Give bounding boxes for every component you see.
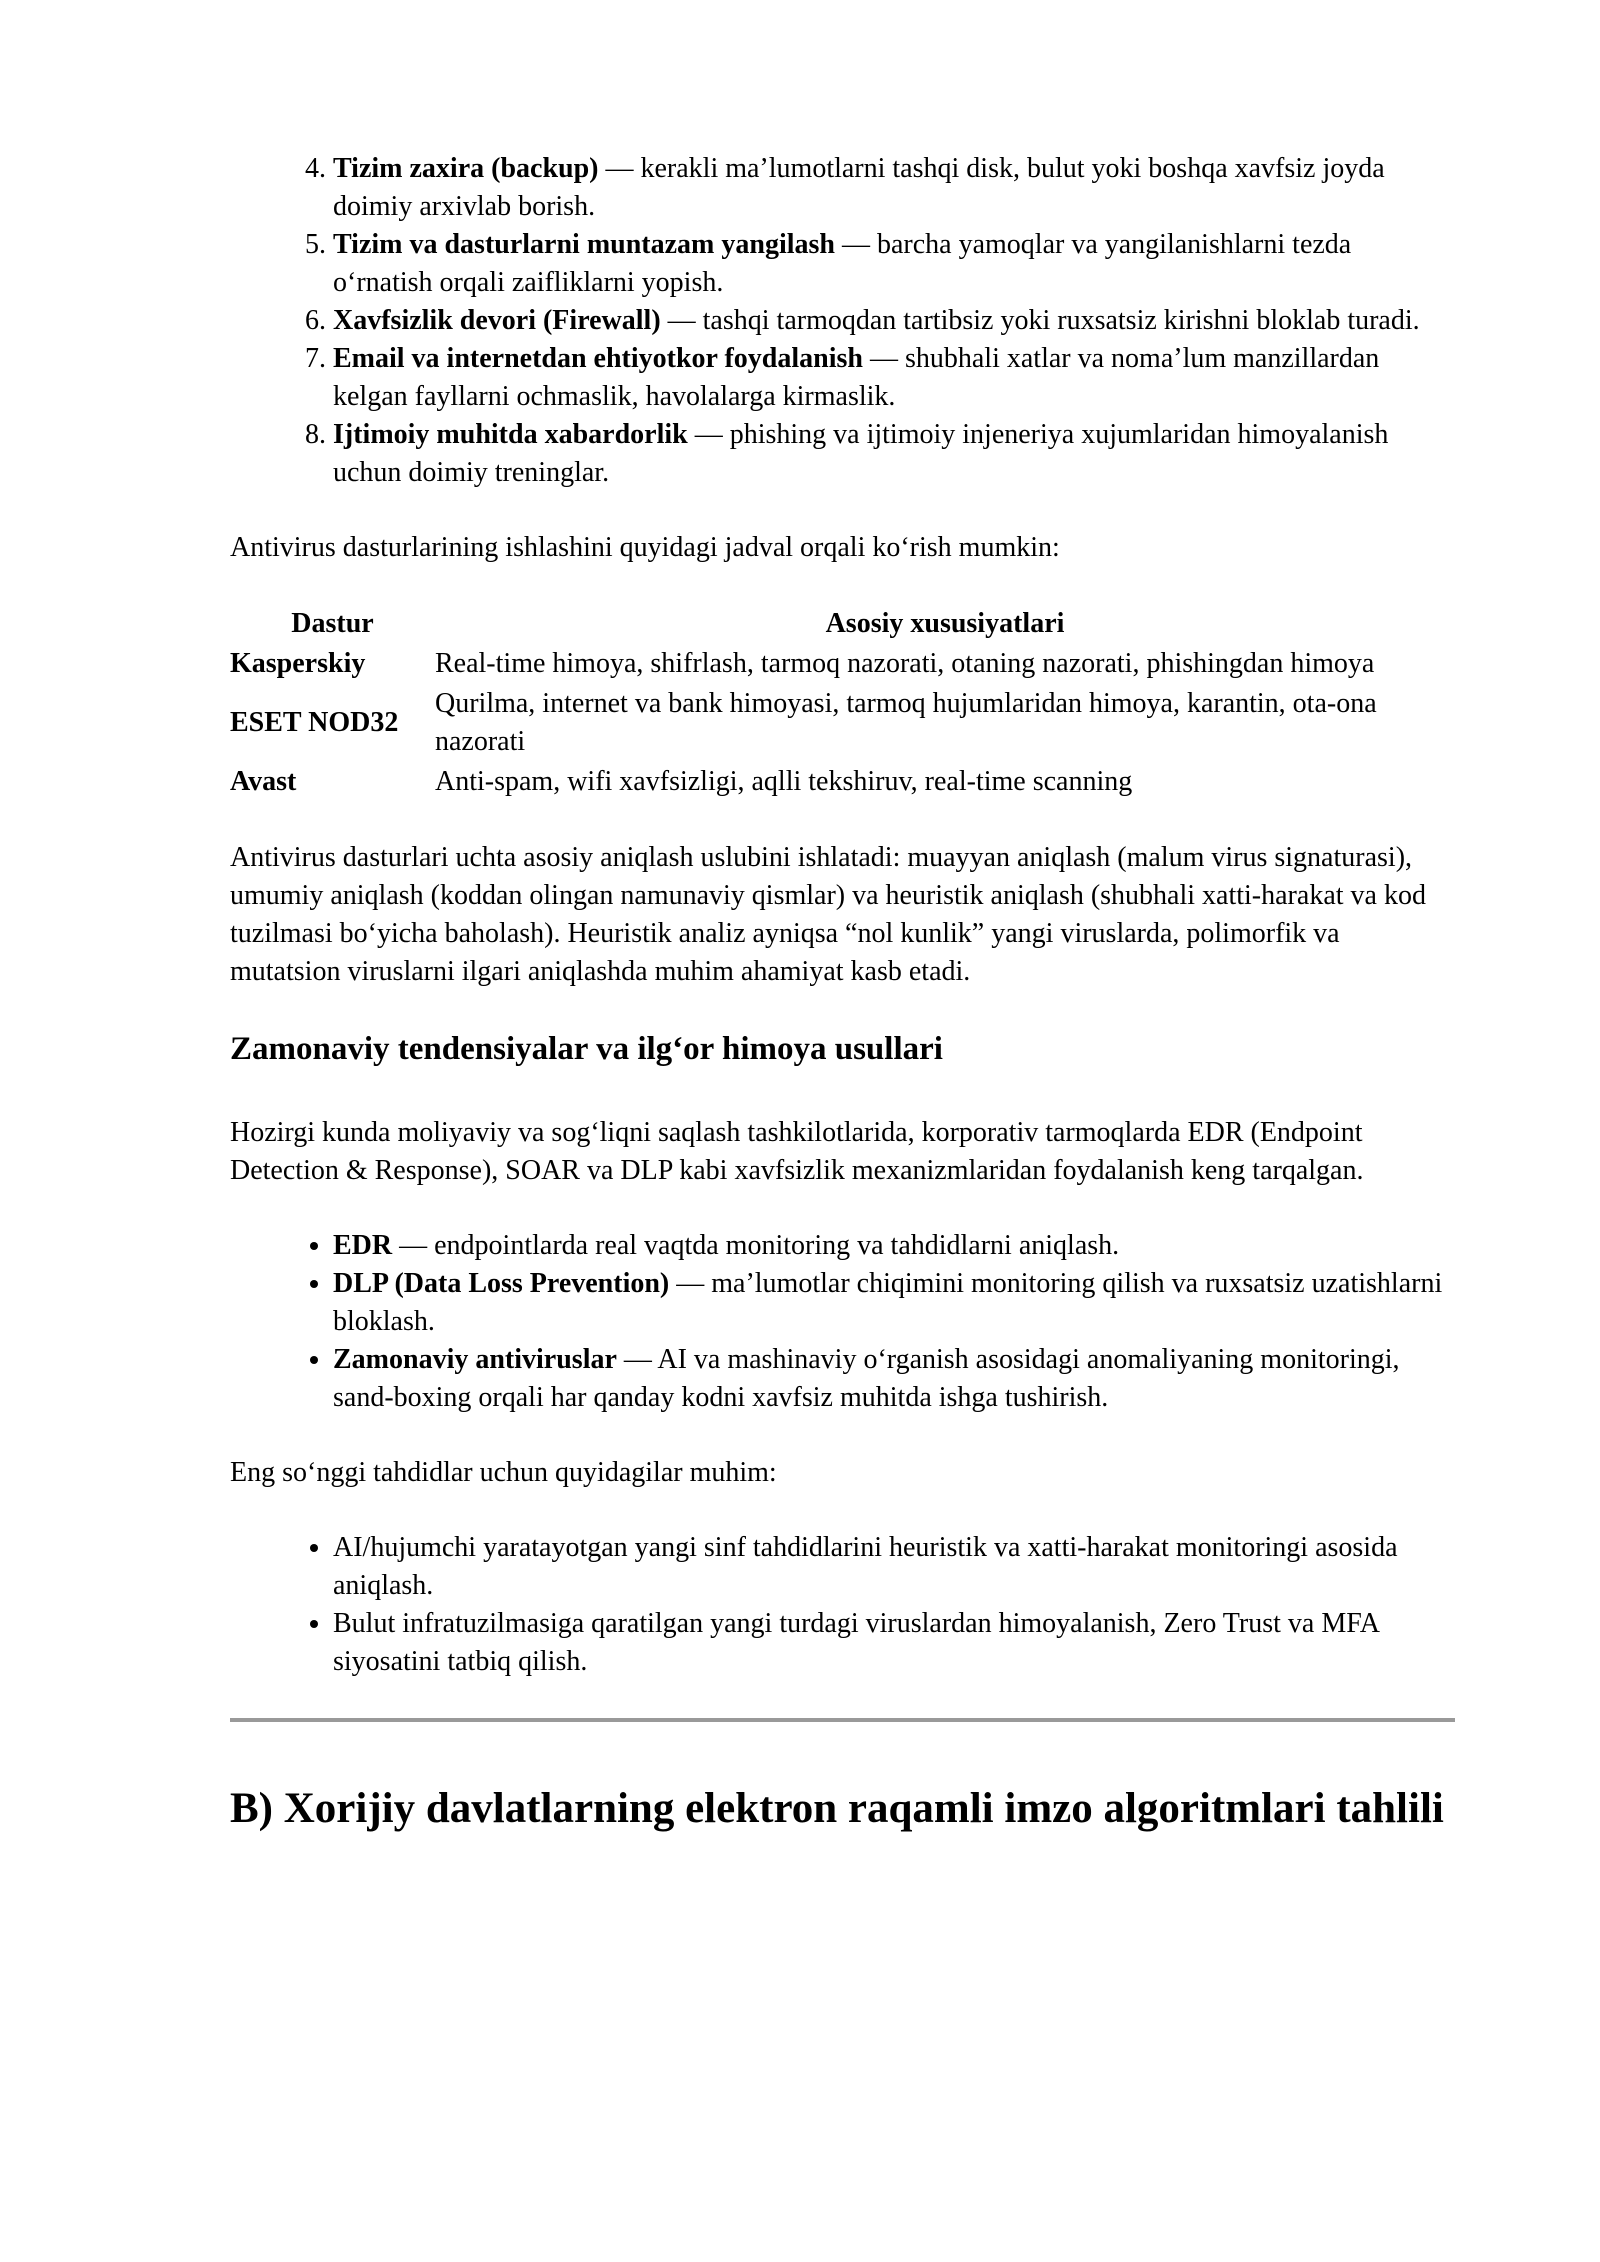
bullet-list-modern-mechanisms — [230, 1227, 1455, 1417]
list-item-term: Email va internetdan ehtiyotkor foydalanish — [333, 343, 863, 374]
paragraph-detection-methods: Antivirus dasturlari uchta asosiy aniqlash uslubini ishlatadi: muayyan aniqlash (malum virus signaturasi), umumiy aniqlash (koddan olingan namunaviy qismlar) va heuristik aniqlash (shubhali xatti-harakat va kod tuzilmasi boʻyicha baholash). Heuristik analiz ayniqsa “nol kunlik” yangi viruslarda, polimorfik va mutatsion viruslarni ilgari aniqlashda muhim ahamiyat kasb etadi. — [230, 842, 1426, 987]
antivirus-features-table — [230, 604, 1455, 802]
table-cell-program: ESET NOD32 — [230, 707, 399, 738]
list-item-term: Tizim va dasturlarni muntazam yangilash — [333, 229, 835, 260]
table-row — [230, 684, 1455, 762]
bullet-list-latest-threats — [230, 1529, 1455, 1681]
table-row — [230, 644, 1455, 684]
table-intro-paragraph: Antivirus dasturlarining ishlashini quyidagi jadval orqali koʻrish mumkin: — [230, 532, 1060, 563]
table-cell-features: Qurilma, internet va bank himoyasi, tarmoq hujumlaridan himoya, karantin, ota-ona nazorati — [435, 688, 1377, 757]
list-item: 8. Ijtimoiy muhitda xabardorlik — phishing va ijtimoiy injeneriya xujumlaridan himoyalanish uchun doimiy treninglar. — [333, 416, 1455, 492]
list-item-term: Zamonaviy antiviruslar — [333, 1344, 617, 1375]
list-item: 4. Tizim zaxira (backup) — kerakli ma’lumotlarni tashqi disk, bulut yoki boshqa xavfsiz joyda doimiy arxivlab borish. — [333, 150, 1455, 226]
list-item: 5. Tizim va dasturlarni muntazam yangilash — barcha yamoqlar va yangilanishlarni tezda oʻrnatish orqali zaifliklarni yopish. — [333, 226, 1455, 302]
list-item: • AI/hujumchi yaratayotgan yangi sinf tahdidlarini heuristik va xatti-harakat monitoringi asosida aniqlash. — [333, 1529, 1455, 1605]
paragraph-edr-dlp: Hozirgi kunda moliyaviy va sogʻliqni saqlash tashkilotlarida, korporativ tarmoqlarda EDR (Endpoint Detection & Response), SOAR va DLP kabi xavfsizlik mexanizmlaridan foydalanish keng tarqalgan. — [230, 1117, 1364, 1186]
table-cell-features: Anti-spam, wifi xavfsizligi, aqlli tekshiruv, real-time scanning — [435, 766, 1133, 797]
list-item-term: DLP (Data Loss Prevention) — [333, 1268, 670, 1299]
table-cell-program: Avast — [230, 766, 297, 797]
table-header-program: Dastur — [291, 608, 374, 639]
numbered-list-protection-measures — [230, 150, 1455, 492]
table-cell-features: Real-time himoya, shifrlash, tarmoq nazorati, otaning nazorati, phishingdan himoya — [435, 648, 1375, 679]
list-item: 6. Xavfsizlik devori (Firewall) — tashqi tarmoqdan tartibsiz yoki ruxsatsiz kirishni bloklab turadi. — [333, 302, 1455, 340]
list-item: 7. Email va internetdan ehtiyotkor foydalanish — shubhali xatlar va noma’lum manzillardan kelgan fayllarni ochmaslik, havolalarga kirmaslik. — [333, 340, 1455, 416]
heading-modern-trends: Zamonaviy tendensiyalar va ilgʻor himoya usullari — [230, 1031, 943, 1067]
list-item: • Zamonaviy antiviruslar — AI va mashinaviy oʻrganish asosidagi anomaliyaning monitoringi, sand-boxing orqali har qanday kodni xavfsiz muhitda ishga tushirish. — [333, 1341, 1455, 1417]
table-cell-program: Kasperskiy — [230, 648, 366, 679]
list-item-term: EDR — [333, 1230, 393, 1261]
list-item-term: Ijtimoiy muhitda xabardorlik — [333, 419, 688, 450]
heading-section-b: B) Xorijiy davlatlarning elektron raqamli imzo algoritmlari tahlili — [230, 1785, 1444, 1832]
table-header-features: Asosiy xususiyatlari — [825, 608, 1065, 639]
section-divider — [230, 1718, 1455, 1722]
list-item: • Bulut infratuzilmasiga qaratilgan yangi turdagi viruslardan himoyalanish, Zero Trust va MFA siyosatini tatbiq qilish. — [333, 1605, 1455, 1681]
table-row — [230, 762, 1455, 802]
table-header-row — [230, 604, 1455, 644]
list-item: • EDR — endpointlarda real vaqtda monitoring va tahdidlarni aniqlash. — [333, 1227, 1455, 1265]
paragraph-latest-threats-intro: Eng soʻnggi tahdidlar uchun quyidagilar muhim: — [230, 1457, 777, 1488]
list-item-term: Tizim zaxira (backup) — [333, 153, 599, 184]
list-item: • DLP (Data Loss Prevention) — ma’lumotlar chiqimini monitoring qilish va ruxsatsiz uzatishlarni bloklash. — [333, 1265, 1455, 1341]
list-item-term: Xavfsizlik devori (Firewall) — [333, 305, 661, 336]
